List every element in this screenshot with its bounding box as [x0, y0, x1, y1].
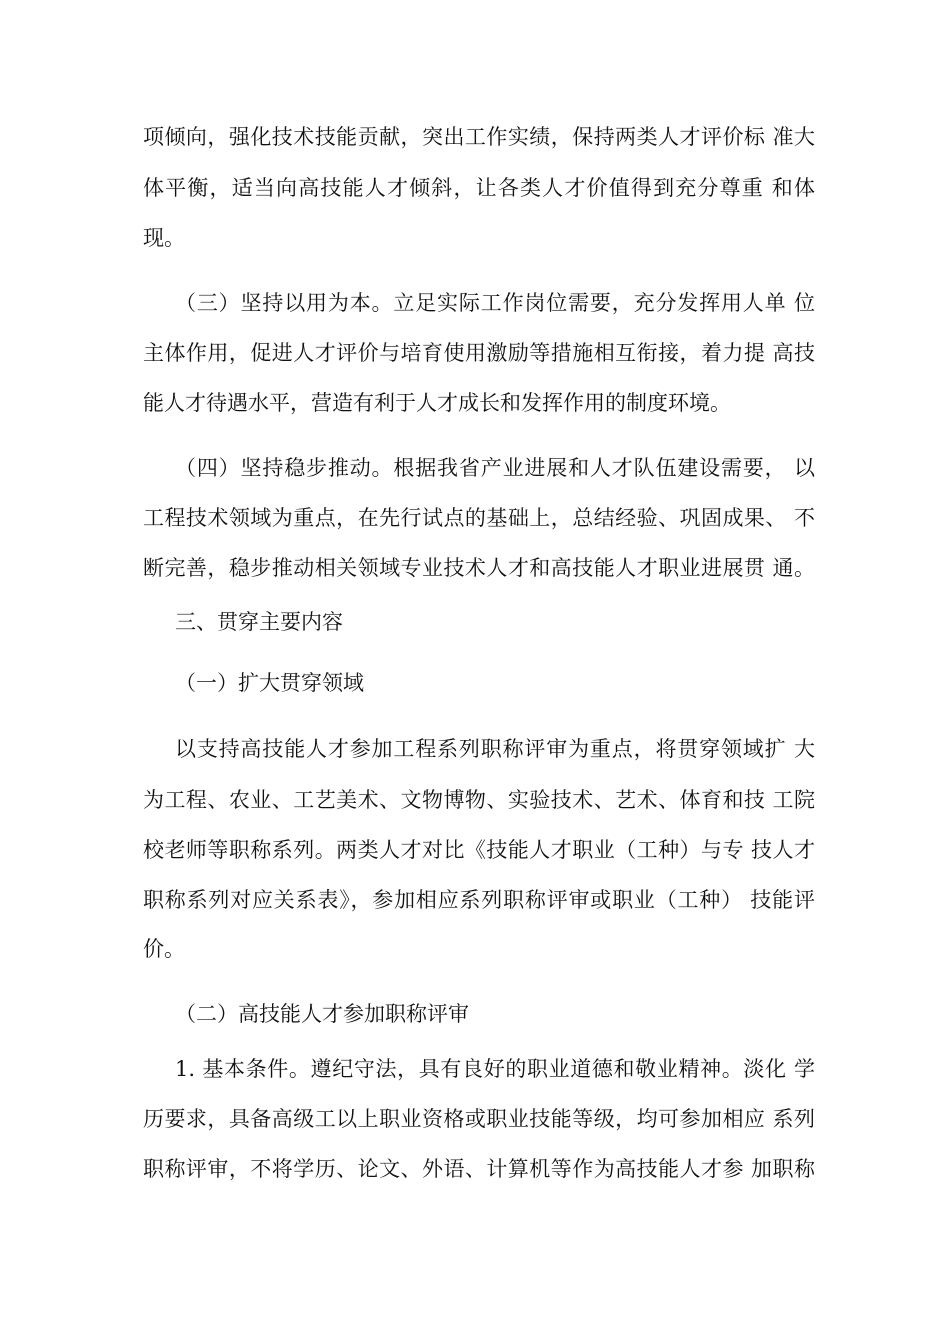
subsection-heading: （一）扩大贯穿领域 [175, 671, 364, 695]
body-text-line: （三）坚持以用为本。立足实际工作岗位需要，充分发挥用人单 位 [175, 291, 815, 315]
body-text-line: 主体作用，促进人才评价与培育使用激励等措施相互衔接，着力提 高技 [143, 341, 815, 365]
body-text-line: 以支持高技能人才参加工程系列职称评审为重点，将贯穿领域扩 大 [175, 737, 815, 761]
body-text-line: （四）坚持稳步推动。根据我省产业进展和人才队伍建设需要， 以 [175, 456, 815, 480]
subsection-heading: （二）高技能人才参加职称评审 [175, 1002, 469, 1026]
body-text-line: 体平衡，适当向高技能人才倾斜，让各类人才价值得到充分尊重 和体 [143, 176, 815, 200]
body-text-line: 为工程、农业、工艺美术、文物博物、实验技术、艺术、体育和技 工院 [143, 788, 815, 812]
body-text-line: 职称系列对应关系表》，参加相应系列职称评审或职业（工种） 技能评 [143, 888, 815, 912]
body-text-line: 现。 [143, 226, 185, 250]
body-text-line: 价。 [143, 937, 185, 961]
body-text-line: 工程技术领域为重点，在先行试点的基础上，总结经验、巩固成果、 不 [143, 506, 815, 530]
body-text-line: 历要求，具备高级工以上职业资格或职业技能等级，均可参加相应 系列 [143, 1107, 815, 1131]
body-text-line: 项倾向，强化技术技能贡献，突出工作实绩，保持两类人才评价标 准大 [143, 125, 815, 149]
body-text-line: 职称评审，不将学历、论文、外语、计算机等作为高技能人才参 加职称 [143, 1157, 815, 1181]
body-text-line: 1. 基本条件。遵纪守法，具有良好的职业道德和敬业精神。淡化 学 [175, 1057, 815, 1081]
section-heading: 三、贯穿主要内容 [175, 610, 343, 634]
body-text-line: 能人才待遇水平，营造有利于人才成长和发挥作用的制度环境。 [143, 391, 731, 415]
body-text-line: 校老师等职称系列。两类人才对比《技能人才职业（工种）与专 技人才 [143, 838, 815, 862]
body-text-line: 断完善，稳步推动相关领域专业技术人才和高技能人才职业进展贯 通。 [143, 556, 815, 580]
